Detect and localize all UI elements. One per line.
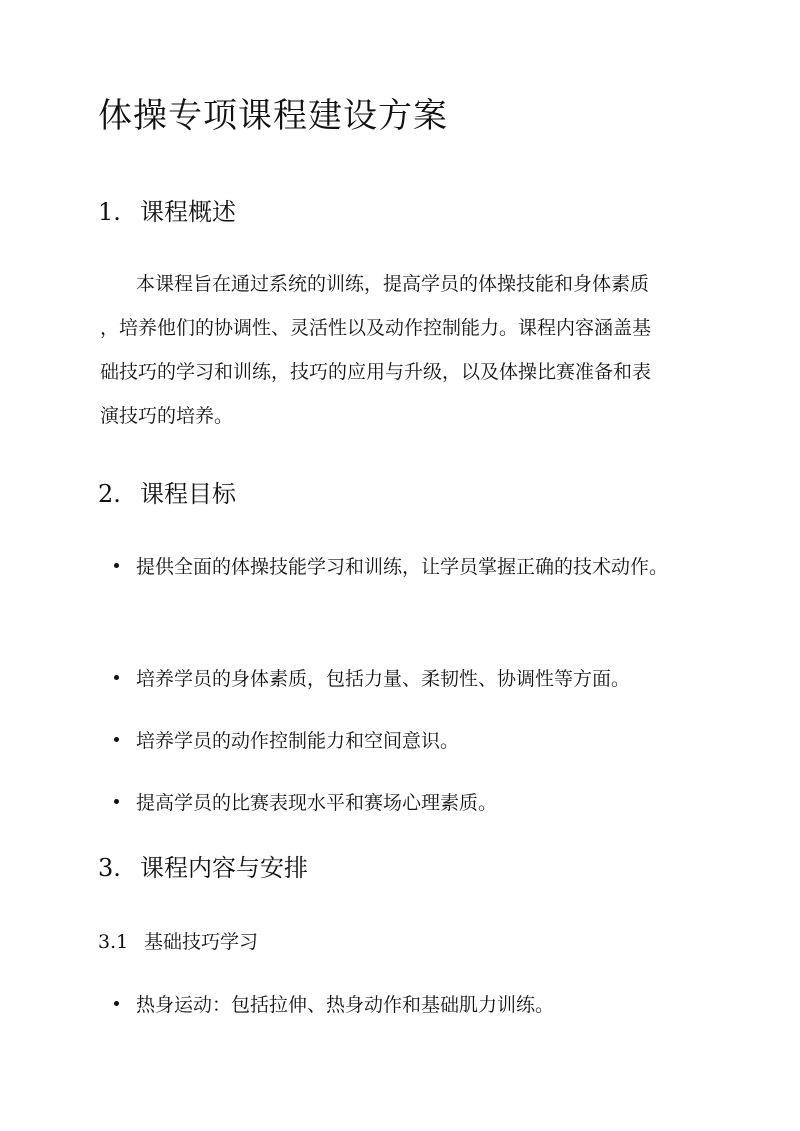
list-item-text: 提供全面的体操技能学习和训练，让学员掌握正确的技术动作。 — [136, 556, 669, 578]
list-item — [114, 718, 704, 764]
document-title: 体操专项课程建设方案 — [98, 96, 448, 136]
list-item — [114, 544, 694, 590]
section-3-title: 课程内容与安排 — [140, 854, 308, 882]
paragraph-line-3: 础技巧的学习和训练，技巧的应用与升级，以及体操比赛准备和表 — [100, 361, 652, 383]
bullet-icon — [114, 563, 119, 568]
section-3-heading — [98, 852, 308, 884]
bullet-icon — [114, 737, 119, 742]
section-2-title: 课程目标 — [140, 480, 236, 508]
section-1-paragraph — [100, 262, 700, 438]
section-1-title: 课程概述 — [140, 198, 236, 226]
section-3-number: 3. — [98, 854, 121, 882]
list-item — [114, 780, 704, 826]
paragraph-line-1: 本课程旨在通过系统的训练，提高学员的体操技能和身体素质 — [136, 273, 650, 295]
section-2-heading — [98, 478, 236, 510]
list-item — [114, 656, 704, 702]
bullet-icon — [114, 799, 119, 804]
list-item-text: 培养学员的身体素质，包括力量、柔韧性、协调性等方面。 — [136, 668, 631, 690]
paragraph-line-2: ，培养他们的协调性、灵活性以及动作控制能力。课程内容涵盖基 — [100, 317, 652, 339]
subsection-3-1-title: 基础技巧学习 — [144, 931, 259, 953]
bullet-icon — [114, 1001, 119, 1006]
bullet-icon — [114, 675, 119, 680]
section-1-heading — [98, 196, 236, 228]
paragraph-line-4: 演技巧的培养。 — [100, 405, 234, 427]
list-item-text: 热身运动：包括拉伸、热身动作和基础肌力训练。 — [136, 994, 555, 1016]
subsection-3-1-heading — [98, 928, 258, 956]
list-item — [114, 982, 704, 1028]
section-1-number: 1. — [98, 198, 121, 226]
section-2-number: 2. — [98, 480, 121, 508]
subsection-3-1-number: 3.1 — [98, 931, 129, 953]
list-item-text: 提高学员的比赛表现水平和赛场心理素质。 — [136, 792, 498, 814]
list-item-text: 培养学员的动作控制能力和空间意识。 — [136, 730, 460, 752]
